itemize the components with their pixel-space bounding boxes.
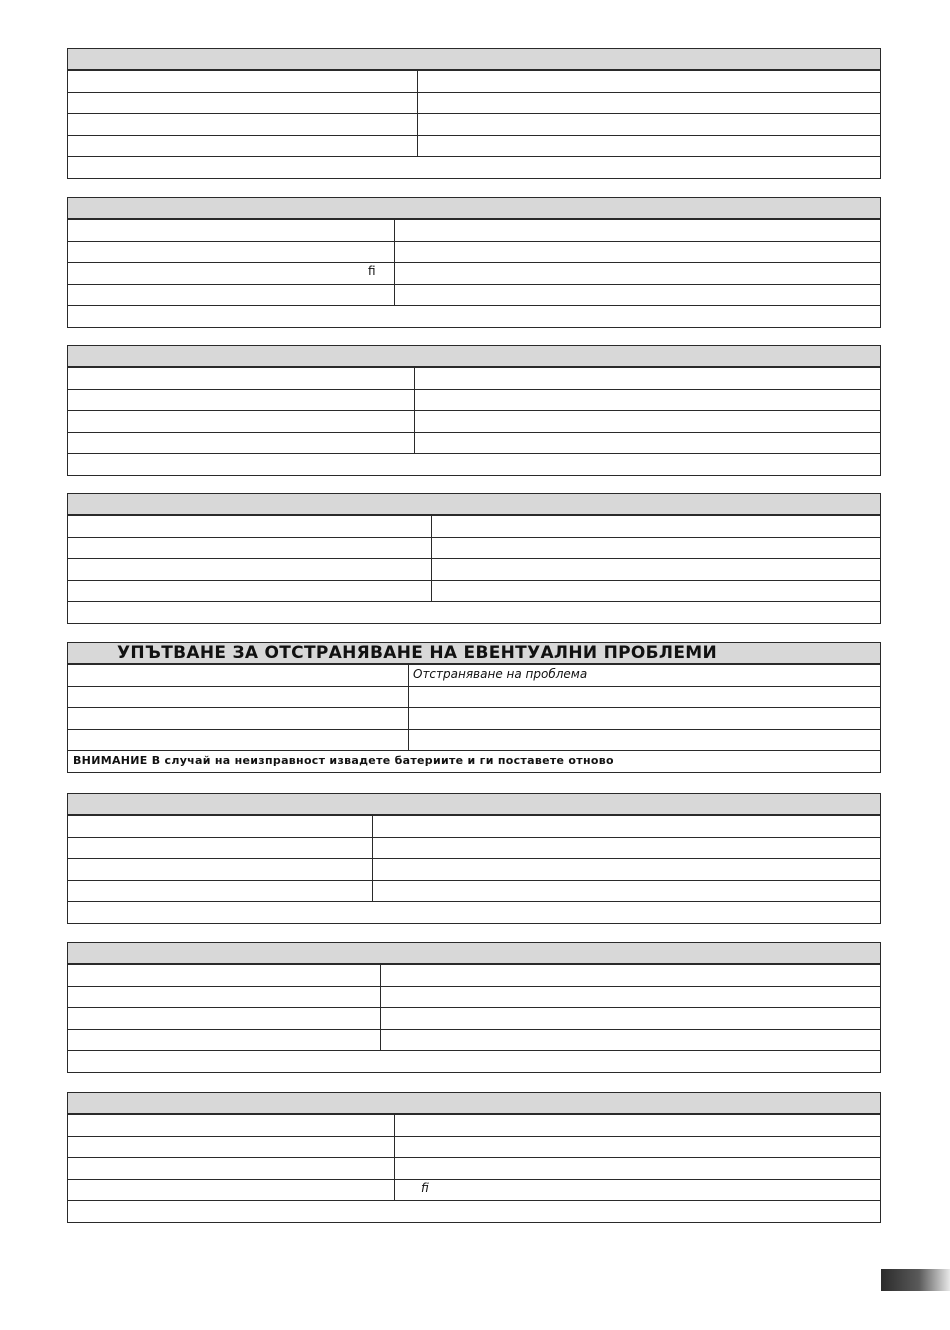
table-cell xyxy=(432,559,880,580)
table-cell xyxy=(68,71,418,92)
table-8-footer xyxy=(68,1201,880,1222)
table-row xyxy=(68,965,880,987)
table-8-header xyxy=(68,1093,880,1115)
table-cell xyxy=(395,220,880,241)
table-cell xyxy=(409,730,880,751)
table-cell xyxy=(395,1115,880,1136)
table-cell xyxy=(418,93,880,114)
table-1-footer xyxy=(68,157,880,178)
table-cell xyxy=(395,285,880,306)
table-cell xyxy=(68,859,373,880)
table-row xyxy=(68,730,880,752)
table-4 xyxy=(67,493,881,624)
table-row xyxy=(68,93,880,115)
table-cell xyxy=(373,881,880,902)
table-7-header xyxy=(68,943,880,965)
table-cell xyxy=(68,114,418,135)
table-row xyxy=(68,1008,880,1030)
table-4-footer xyxy=(68,602,880,623)
table-3-footer xyxy=(68,454,880,475)
table-cell xyxy=(68,433,415,454)
table-cell xyxy=(68,368,415,389)
table-cell xyxy=(68,136,418,157)
troubleshooting-title: УПЪТВАНЕ ЗА ОТСТРАНЯВАНЕ НА ЕВЕНТУАЛНИ ПРОБЛЕМИ xyxy=(117,643,717,663)
table-cell xyxy=(68,220,395,241)
table-cell xyxy=(395,1158,880,1179)
table-cell xyxy=(68,1030,381,1051)
table-cell xyxy=(68,538,432,559)
table-cell xyxy=(68,987,381,1008)
table-cell xyxy=(395,263,880,284)
table-row xyxy=(68,114,880,136)
table-row xyxy=(68,136,880,158)
table-row xyxy=(68,559,880,581)
table-cell xyxy=(418,136,880,157)
table-cell xyxy=(373,838,880,859)
ligature-glyph: ﬁ xyxy=(421,1180,429,1195)
table-cell xyxy=(68,516,432,537)
table-cell xyxy=(68,687,409,708)
table-row xyxy=(68,708,880,730)
table-4-header xyxy=(68,494,880,516)
table-cell xyxy=(68,1115,395,1136)
table-cell xyxy=(415,411,880,432)
table-row xyxy=(68,687,880,709)
table-cell xyxy=(68,581,432,602)
table-7 xyxy=(67,942,881,1073)
table-row xyxy=(68,220,880,242)
table-6-footer xyxy=(68,902,880,923)
table-cell xyxy=(381,965,880,986)
table-row xyxy=(68,285,880,307)
table-row xyxy=(68,1158,880,1180)
table-cell xyxy=(68,559,432,580)
solution-column-label: Отстраняване на проблема xyxy=(413,667,588,681)
table-cell xyxy=(68,665,409,686)
table-cell xyxy=(68,1137,395,1158)
table-row xyxy=(68,433,880,455)
table-2 xyxy=(67,197,881,328)
page-number-tab xyxy=(881,1269,950,1291)
table-row xyxy=(68,368,880,390)
table-cell xyxy=(415,368,880,389)
table-3 xyxy=(67,345,881,476)
table-row xyxy=(68,263,880,285)
table-cell xyxy=(395,1180,880,1201)
table-cell xyxy=(381,987,880,1008)
table-row xyxy=(68,71,880,93)
table-cell xyxy=(68,1180,395,1201)
table-row xyxy=(68,1030,880,1052)
table-cell xyxy=(68,730,409,751)
table-1 xyxy=(67,48,881,179)
warning-note xyxy=(68,751,880,772)
table-row xyxy=(68,538,880,560)
troubleshooting-header xyxy=(68,643,880,665)
table-row xyxy=(68,242,880,264)
table-3-header xyxy=(68,346,880,368)
table-cell xyxy=(68,263,395,284)
table-row xyxy=(68,390,880,412)
table-6-header xyxy=(68,794,880,816)
table-row xyxy=(68,987,880,1009)
table-row xyxy=(68,881,880,903)
table-cell xyxy=(68,1008,381,1029)
table-cell xyxy=(68,816,373,837)
table-cell xyxy=(395,1137,880,1158)
table-cell xyxy=(418,71,880,92)
ligature-glyph: ﬁ xyxy=(368,264,376,278)
table-7-footer xyxy=(68,1051,880,1072)
table-cell xyxy=(68,965,381,986)
table-2-footer xyxy=(68,306,880,327)
table-cell xyxy=(68,411,415,432)
table-cell xyxy=(381,1008,880,1029)
table-row xyxy=(68,1115,880,1137)
table-row xyxy=(68,816,880,838)
table-row xyxy=(68,411,880,433)
table-cell xyxy=(381,1030,880,1051)
table-cell xyxy=(409,687,880,708)
table-6 xyxy=(67,793,881,924)
table-row xyxy=(68,1180,880,1202)
table-cell xyxy=(68,93,418,114)
table-cell xyxy=(395,242,880,263)
table-row xyxy=(68,581,880,603)
table-row xyxy=(68,516,880,538)
table-cell xyxy=(68,242,395,263)
table-cell xyxy=(415,390,880,411)
table-cell xyxy=(418,114,880,135)
table-8 xyxy=(67,1092,881,1223)
table-cell xyxy=(373,859,880,880)
table-cell xyxy=(432,538,880,559)
table-cell xyxy=(68,881,373,902)
troubleshooting-table xyxy=(67,642,881,773)
table-1-header xyxy=(68,49,880,71)
table-row xyxy=(68,1137,880,1159)
table-cell xyxy=(68,390,415,411)
table-row xyxy=(68,859,880,881)
table-cell xyxy=(68,1158,395,1179)
table-2-header xyxy=(68,198,880,220)
table-cell xyxy=(373,816,880,837)
table-cell xyxy=(415,433,880,454)
table-cell xyxy=(432,516,880,537)
solution-column-header xyxy=(409,665,880,686)
table-row xyxy=(68,838,880,860)
table-cell xyxy=(432,581,880,602)
table-cell xyxy=(68,838,373,859)
table-cell xyxy=(68,285,395,306)
table-cell xyxy=(409,708,880,729)
table-cell xyxy=(68,708,409,729)
warning-text: ВНИМАНИЕ В случай на неизправност извадете батериите и ги поставете отново xyxy=(73,754,614,767)
table-row xyxy=(68,665,880,687)
